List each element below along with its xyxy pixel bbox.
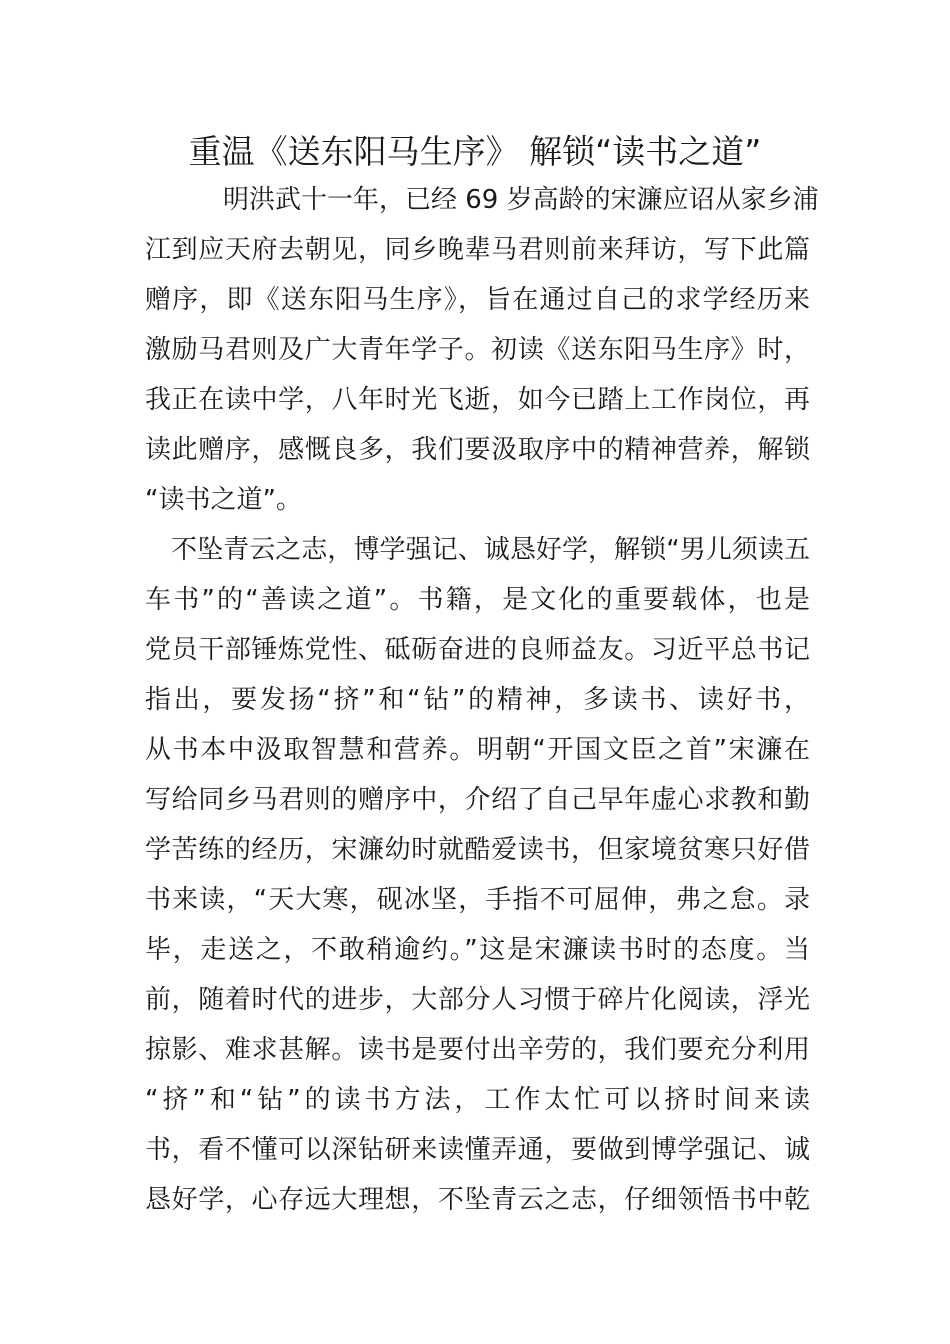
text-line: 车书”的“善读之道”。书籍，是文化的重要载体，也是 xyxy=(145,585,810,615)
text-line: 不坠青云之志，博学强记、诚恳好学，解锁“男儿须读五 xyxy=(171,535,810,565)
text-line: 前，随着时代的进步，大部分人习惯于碎片化阅读，浮光 xyxy=(145,985,810,1015)
text-line: 指出，要发扬“挤”和“钻”的精神，多读书、读好书， xyxy=(145,685,810,715)
paragraph-1 xyxy=(145,175,819,525)
paragraph-2 xyxy=(145,525,810,1225)
text-line: 书，看不懂可以深钻研来读懂弄通，要做到博学强记、诚 xyxy=(145,1135,810,1165)
text-line: 从书本中汲取智慧和营养。明朝“开国文臣之首”宋濂在 xyxy=(145,735,810,765)
text-line: 读此赠序，感慨良多，我们要汲取序中的精神营养，解锁 xyxy=(145,435,810,465)
text-line: “挤”和“钻”的读书方法，工作太忙可以挤时间来读 xyxy=(145,1085,810,1115)
text-line: 写给同乡马君则的赠序中，介绍了自己早年虚心求教和勤 xyxy=(145,785,810,815)
text-line: “读书之道”。 xyxy=(145,485,302,515)
text-line: 书来读，“天大寒，砚冰坚，手指不可屈伸，弗之怠。录 xyxy=(145,885,810,915)
text-line: 毕，走送之，不敢稍逾约。”这是宋濂读书时的态度。当 xyxy=(145,935,810,965)
text-line: 学苦练的经历，宋濂幼时就酷爱读书，但家境贫寒只好借 xyxy=(145,835,810,865)
text-line: 我正在读中学，八年时光飞逝，如今已踏上工作岗位，再 xyxy=(145,385,810,415)
text-line: 激励马君则及广大青年学子。初读《送东阳马生序》时， xyxy=(145,335,810,365)
text-line: 掠影、难求甚解。读书是要付出辛劳的，我们要充分利用 xyxy=(145,1035,810,1065)
document-body xyxy=(145,175,819,1225)
text-line: 明洪武十一年，已经 69 岁高龄的宋濂应诏从家乡浦 xyxy=(223,185,819,215)
text-line: 江到应天府去朝见，同乡晚辈马君则前来拜访，写下此篇 xyxy=(145,235,810,265)
document-title: 重温《送东阳马生序》 解锁“读书之道” xyxy=(188,132,762,171)
text-line: 党员干部锤炼党性、砥砺奋进的良师益友。习近平总书记 xyxy=(145,635,810,665)
text-line: 恳好学，心存远大理想，不坠青云之志，仔细领悟书中乾 xyxy=(145,1185,810,1215)
text-line: 赠序，即《送东阳马生序》，旨在通过自己的求学经历来 xyxy=(145,285,810,315)
